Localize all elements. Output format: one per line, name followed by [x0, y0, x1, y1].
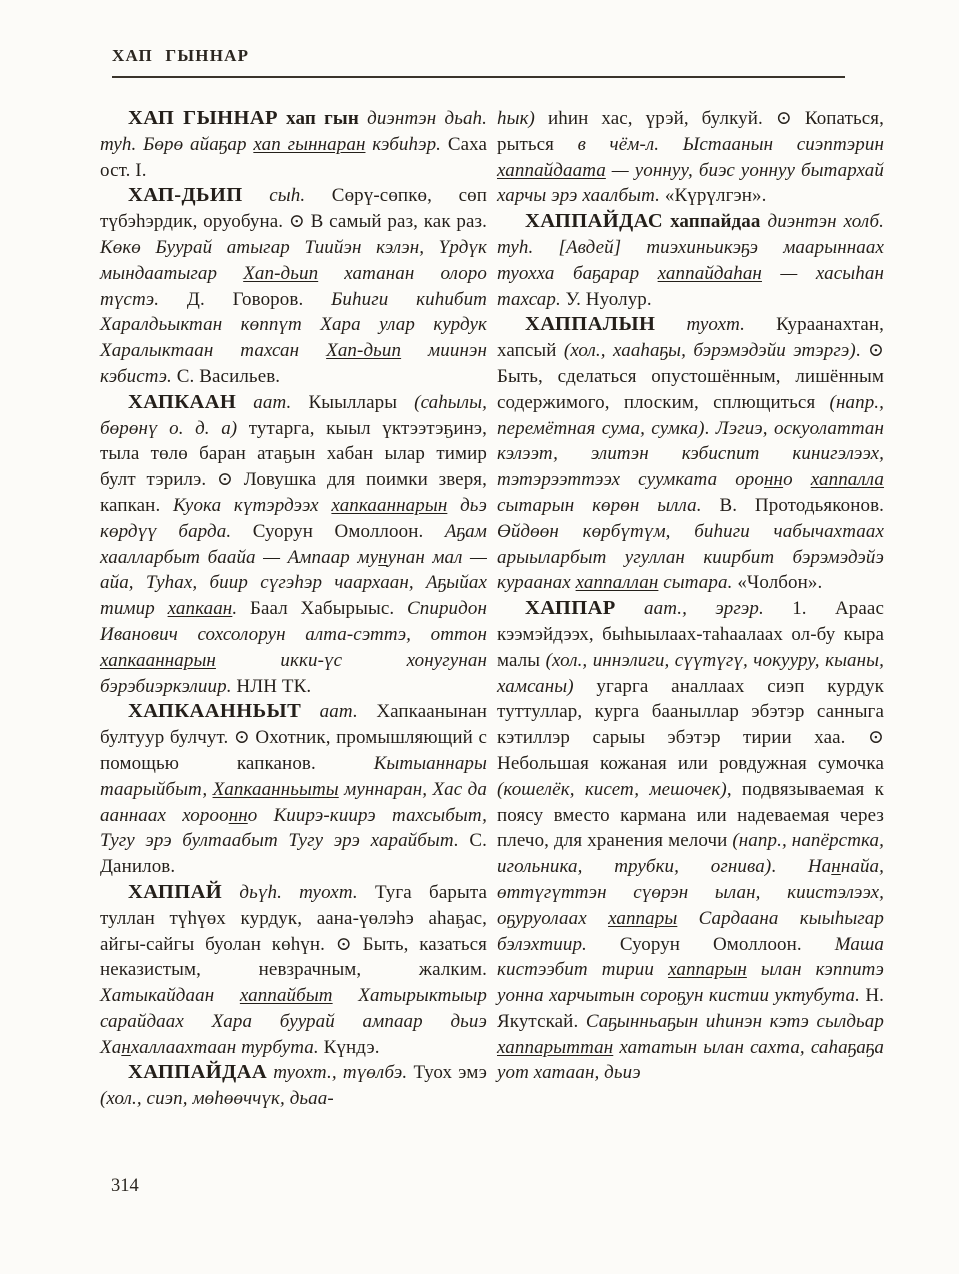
- text-run: .: [771, 856, 808, 878]
- text-columns: [100, 106, 884, 1112]
- headword: ХАП-ДЬИП: [128, 184, 243, 207]
- text-run: Сөрү-сөпкө, сөп түбэһэрдик, оруобуна. ⊙ В самый раз, как раз.: [100, 185, 487, 233]
- text-run: В. Протодьяконов.: [719, 494, 885, 516]
- text-run: кэбиһэр.: [365, 133, 448, 155]
- headword: ХАППАР: [525, 597, 616, 620]
- text-run: хаппарыттан: [497, 1036, 614, 1058]
- text-run: Спиридон Иванович сохсолорун алта-сэттэ, оттон: [100, 598, 487, 645]
- text-run: миинэн кэбистэ.: [100, 340, 487, 387]
- text-run: Кыыллары: [308, 391, 415, 413]
- text-run: Н. Якутскай.: [497, 985, 884, 1032]
- text-run: хапкааннарын: [331, 494, 448, 516]
- text-run: хапкааннарын: [100, 649, 216, 671]
- text-run: «Күрүлгэн».: [664, 185, 767, 207]
- entry-happaydaa-continuation: [497, 106, 884, 209]
- text-run: Хап-дьип: [326, 340, 402, 362]
- text-run: .: [704, 417, 716, 439]
- text-run: н: [831, 856, 841, 878]
- page-number: 314: [111, 1176, 139, 1196]
- text-run: Биһиги киһибит Харалдьыктан көппүт Хара улар курдук Харалыктаан тахсан: [100, 288, 487, 362]
- text-run: халлаахтаан турбута.: [130, 1036, 324, 1058]
- text-run: .: [232, 598, 250, 620]
- text-run: Сардаана кыыһыгар бэлэхтиир.: [497, 907, 885, 955]
- text-run: (напр., перемётная сума, сумка): [497, 391, 884, 439]
- text-run: хаппары: [608, 907, 678, 929]
- text-run: хаппайбыт: [239, 985, 333, 1007]
- text-run: аат., эргэр.: [615, 598, 793, 620]
- text-run: найа, өттүгүттэн сүөрэн ылан, киистэлээх, оҕуруолаах: [497, 856, 884, 929]
- text-run: нн: [228, 804, 248, 826]
- headword: ХАППАЙДАА: [128, 1061, 268, 1084]
- text-run: дьүһ. туохт.: [222, 881, 375, 903]
- text-run: Суорун Омоллоон.: [252, 520, 445, 542]
- text-run: муннаран, Хас да ааннаах хороо: [100, 778, 487, 826]
- text-run: У. Нуолур.: [565, 288, 652, 310]
- text-run: хататын ылан сахта, саһаҕаҕа уот хатаан, дьиэ: [497, 1036, 884, 1084]
- text-run: Хапкаанньыты: [212, 778, 339, 800]
- headword: ХАППАЙ: [128, 880, 223, 903]
- text-run: (хол., иннэлиги, сүүтүгү, чокууру, кыаны, хамсаны): [497, 649, 884, 697]
- text-run: ылан кэппитэ уонна харчытын сороҕун кистии уктубута.: [497, 959, 884, 1007]
- text-run: — уоннуу, биэс уоннуу бытархай харчы эрэ хаалбыт.: [497, 159, 884, 207]
- text-run: диэнтэн дьаһ. туһ. Бөрө айаҕар: [100, 108, 488, 155]
- text-run: хаппаллан: [575, 572, 659, 594]
- left-column: [100, 106, 487, 1112]
- text-run: Хатырыктыыр сарайдаах Хара буурай ампаар дьиэ Ха: [100, 985, 487, 1058]
- text-run: иһин хас, үрэй, булкуй. ⊙ Копаться, рыться: [497, 108, 884, 155]
- text-run: — хасыһан тахсар.: [497, 262, 884, 310]
- text-run: Туох эмэ: [413, 1062, 487, 1084]
- headword: ХАППАЛЫН: [525, 313, 656, 336]
- text-run: На: [807, 856, 832, 878]
- text-run: Хатыкайдаан: [100, 985, 240, 1007]
- text-run: хап гын: [277, 108, 368, 129]
- running-head: ХАП ГЫННАР: [112, 46, 250, 65]
- header-rule: [112, 76, 845, 78]
- text-run: о Киирэ-киирэ тахсыбыт, Тугу эрэ бултаабыт Тугу эрэ харайбыт.: [100, 804, 487, 852]
- text-run: хапкаан: [167, 598, 233, 620]
- text-run: Саҕынньаҕын иһинэн кэтэ сылдьар: [585, 1010, 884, 1032]
- text-run: һык): [497, 108, 535, 129]
- text-run: , подвязываемая к поясу вместо кармана или надеваемая через плечо, для хранения мелочи: [497, 778, 885, 852]
- text-run: хатанан олоро түстэ.: [100, 262, 488, 310]
- entry-happar: [497, 596, 884, 1086]
- text-run: Туга барыта туллан түһүөх курдук, аана-үөлэһэ аһаҕас, айгы-сайгы буолан көһүн. ⊙ Быть, казаться неказистым, невзрачным, жалким.: [100, 881, 487, 981]
- text-run: н: [121, 1036, 131, 1058]
- text-run: Куока күтэрдээх: [173, 494, 332, 516]
- text-run: тутарга, кыыл үктээтэҕинэ, тыла төлө баран атаҕын хабан ылар тимир булт тэрилэ. ⊙ Ловушка для поимки зверя, капкан.: [100, 417, 488, 516]
- entry-happaydaa: [100, 1060, 487, 1112]
- text-run: Кураанахтан, хапсый: [497, 314, 884, 362]
- text-run: хаппайдаата: [497, 159, 606, 181]
- entry-happalyn: [497, 312, 884, 596]
- text-run: Күндэ.: [323, 1036, 380, 1058]
- entry-happaydas: [497, 209, 884, 312]
- text-run: (хол., сиэп, мөһөөччүк, дьаа-: [100, 1088, 334, 1110]
- text-run: Суорун Омоллоон.: [619, 933, 835, 955]
- text-run: в чём-л. Ыстаанын сиэптэрин: [577, 133, 884, 155]
- text-run: хаппарын: [668, 959, 747, 981]
- text-run: . ⊙ Быть, сделаться опустошённым, лишённым содержимого, плоским, сплющиться: [497, 340, 884, 413]
- text-run: нн: [764, 469, 784, 491]
- text-run: Көкө Буурай атыгар Тиийэн кэлэн, Үрдүк мындаатыгар: [100, 236, 487, 284]
- text-run: С. Данилов.: [100, 830, 487, 878]
- headword: ХАП ГЫННАР: [128, 107, 278, 129]
- text-run: аат.: [236, 391, 309, 413]
- entry-hapkaannyt: [100, 699, 487, 880]
- text-run: Хап-дьип: [243, 262, 319, 284]
- text-run: сытарын көрөн ылла.: [497, 494, 720, 516]
- text-run: дьэ көрдүү барда.: [100, 494, 488, 542]
- text-run: НЛН ТК.: [236, 675, 312, 697]
- text-run: угарга аналлаах сиэп курдук туттуллар, курга бааныллар эбэтэр санныга кэтиллэр сарыы эбэтэр тирии хаа. ⊙ Небольшая кожаная или ровдужная сумочка: [497, 675, 884, 774]
- text-run: Д. Говоров.: [186, 288, 332, 310]
- text-run: 1. Араас кээмэйдээх, быһыылаах-таһаалаах ол-бу кыра малы: [497, 598, 884, 671]
- text-run: Хапкаанынан бултуур булчут. ⊙ Охотник, промышляющий с помощью капканов.: [100, 701, 487, 774]
- text-run: Кытыаннары таарыйбыт,: [100, 752, 487, 800]
- entry-hap-dyip: [100, 183, 487, 389]
- text-run: аат.: [301, 701, 377, 723]
- text-run: хаппайдаа: [663, 211, 768, 233]
- text-run: (кошелёк, кисет, мешочек): [497, 778, 727, 800]
- text-run: Лэгиэ, оскуолаттан кэлээт, элитэн кэбиспит кинигэлээх, тэтэрээттээх суумката оро: [497, 417, 884, 491]
- text-run: (саһылы, бөрөнү о. д. а): [100, 391, 487, 439]
- text-run: туохт., түөлбэ.: [267, 1062, 414, 1084]
- headword: ХАПКААН: [128, 390, 237, 413]
- text-run: н: [378, 546, 388, 568]
- text-run: икки-үс хонугунан бэрэбиэркэлиир.: [100, 649, 487, 697]
- text-run: сытара.: [658, 572, 738, 594]
- entry-hapkaan: [100, 390, 487, 700]
- text-run: Аҕам хаалларбыт баайа — Ампаар му: [100, 520, 487, 568]
- text-run: сыһ.: [242, 185, 332, 207]
- text-run: диэнтэн холб. туһ. [Авдей] тиэхиньикэҕэ маарыннаах туохха баҕарар: [497, 211, 884, 284]
- text-run: Баал Хабырыыс.: [249, 598, 407, 620]
- text-run: (напр., напёрстка, игольника, трубки, огнива): [497, 830, 884, 878]
- text-run: «Чолбон».: [737, 572, 823, 594]
- entry-hap-gynnar: [100, 106, 487, 183]
- headword: ХАПКААННЬЫТ: [128, 700, 302, 723]
- text-run: унан мал — айа, Туһах, биир сүгэһэр чаархаан, Аҕыйах тимир: [100, 546, 487, 620]
- text-run: Саха ост. I.: [100, 133, 488, 181]
- text-run: хаппайдаһан: [657, 262, 762, 284]
- text-run: туохт.: [655, 314, 777, 336]
- text-run: хап гыннаран: [253, 133, 366, 155]
- text-run: Маша кистээбит тирии: [497, 933, 884, 981]
- text-run: (хол., хааһаҕы, бэрэмэдэйи этэргэ): [563, 340, 856, 362]
- headword: ХАППАЙДАС: [525, 210, 664, 233]
- text-run: Өйдөөн көрбүтүм, биһиги чабычахтаах арыыларбыт угуллан киирбит бэрэмэдэйэ кураанах: [497, 520, 884, 594]
- text-run: С. Васильев.: [176, 365, 281, 387]
- entry-happay: [100, 880, 487, 1061]
- text-run: о: [783, 469, 811, 491]
- text-run: хаппалла: [810, 469, 885, 491]
- right-column: [497, 106, 884, 1112]
